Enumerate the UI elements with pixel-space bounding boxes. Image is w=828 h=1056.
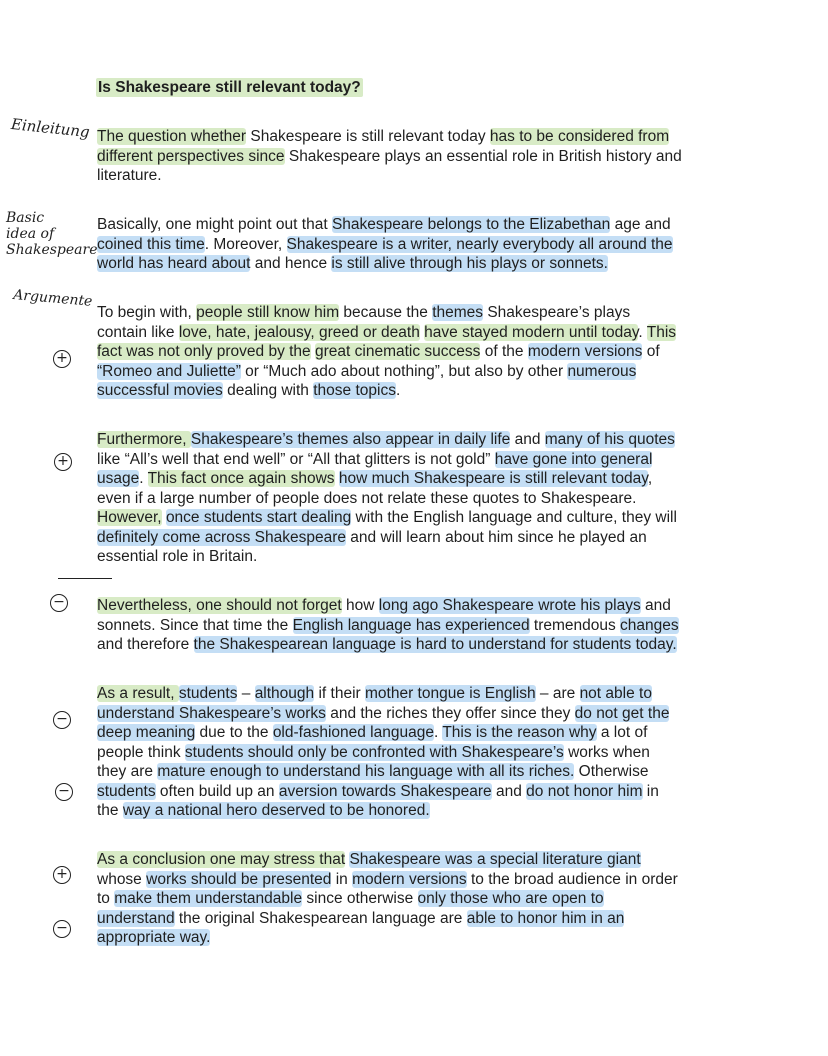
highlighted-text: students — [178, 685, 238, 702]
highlighted-text: This — [646, 323, 677, 341]
text-line — [97, 362, 737, 382]
text-line — [97, 743, 737, 763]
text-segment: even if a large number of people does not relate these quotes to Shakespeare. — [97, 489, 637, 507]
highlighted-text: Shakespeare’s themes also appear in daily life — [190, 431, 511, 448]
text-segment: and therefore — [97, 636, 194, 653]
margin-note-basic-idea: Basic idea of Shakespeare — [6, 210, 98, 258]
highlighted-text: changes — [620, 616, 679, 634]
highlighted-text: world has heard about — [97, 255, 251, 272]
text-segment: of — [642, 343, 660, 360]
highlighted-text: “Romeo and Juliette” — [97, 362, 241, 380]
text-line — [97, 489, 737, 509]
text-line — [97, 147, 737, 167]
highlighted-text: understand — [97, 909, 175, 927]
plus-marker-icon: + — [53, 866, 71, 884]
highlighted-text: modern versions — [352, 870, 467, 888]
text-segment: . — [395, 382, 401, 399]
text-segment: . — [139, 470, 148, 487]
text-line — [97, 889, 737, 909]
highlighted-text: do not honor him — [526, 782, 643, 800]
text-segment: often build up an — [155, 782, 279, 800]
text-segment: and will learn about him since he played an — [346, 528, 647, 546]
text-segment: to — [97, 890, 115, 907]
highlighted-text: has to be considered from — [489, 128, 670, 145]
highlighted-text: students — [97, 782, 156, 800]
highlighted-text: old-fashioned language — [272, 724, 434, 741]
text-line — [97, 635, 737, 655]
paragraph-argument-2 — [97, 430, 737, 567]
highlighted-text: However, — [97, 509, 162, 526]
text-segment: since otherwise — [302, 890, 418, 907]
text-segment: , — [647, 470, 653, 487]
highlighted-text: have stayed modern until today — [424, 323, 639, 341]
text-segment: literature. — [97, 167, 162, 184]
text-segment: in — [331, 870, 353, 888]
highlighted-text: is still alive through his plays or sonnets. — [331, 255, 608, 272]
paragraph-counterargument-1 — [97, 596, 737, 655]
text-line — [97, 450, 737, 470]
text-line — [97, 127, 737, 147]
highlighted-text: works should be presented — [146, 870, 332, 888]
highlighted-text: English language has experienced — [292, 616, 530, 634]
text-line — [97, 254, 737, 274]
text-line — [97, 782, 737, 802]
highlighted-text: way a national hero deserved to be honored. — [122, 802, 430, 819]
highlighted-text: Nevertheless, one should not forget — [97, 597, 342, 614]
highlighted-text: the Shakespearean language is hard to understand for students today. — [193, 636, 677, 653]
text-segment: Basically, one might point out that — [97, 216, 332, 233]
highlighted-text: those topics — [313, 382, 396, 399]
highlighted-text: modern versions — [527, 343, 643, 360]
text-segment: . — [638, 323, 647, 341]
text-segment: To begin with, — [97, 304, 197, 321]
minus-marker-icon: − — [53, 711, 71, 729]
text-line — [97, 596, 737, 616]
paragraph-counterargument-2 — [97, 684, 737, 821]
highlighted-text: As a conclusion one may stress that — [97, 851, 346, 868]
text-segment: whose — [97, 870, 147, 888]
title-text: Is Shakespeare still relevant today? — [98, 79, 361, 96]
text-segment: . Moreover, — [204, 235, 287, 253]
highlighted-text: not able to — [579, 685, 652, 702]
text-segment: the original Shakespearean language are — [174, 909, 467, 927]
text-segment: Shakespeare plays an essential role in British history and — [284, 147, 682, 165]
document-title — [96, 78, 363, 98]
text-line — [97, 723, 737, 743]
highlighted-text: long ago Shakespeare wrote his plays — [378, 597, 641, 614]
text-segment: to the broad audience in order — [466, 870, 678, 888]
highlighted-text: great cinematic success — [315, 343, 481, 360]
highlighted-text: once students start dealing — [165, 509, 352, 526]
highlighted-text: successful movies — [97, 382, 223, 399]
highlighted-text: The question whether — [97, 128, 247, 145]
text-segment: Otherwise — [574, 763, 649, 780]
text-line — [97, 870, 737, 890]
highlighted-text: people still know him — [196, 304, 340, 321]
minus-marker-icon: − — [55, 783, 73, 801]
highlighted-text: This fact once again shows — [147, 470, 335, 487]
minus-marker-icon: − — [50, 594, 68, 612]
text-line — [97, 303, 737, 323]
text-segment: and hence — [250, 255, 332, 272]
text-segment: with the English language and culture, they will — [351, 509, 677, 526]
text-line — [97, 616, 737, 636]
paragraph-argument-1 — [97, 303, 737, 401]
text-line — [97, 430, 737, 450]
text-line — [97, 909, 737, 929]
text-line — [97, 801, 737, 821]
text-segment: or “Much ado about nothing”, but also by other — [240, 362, 568, 380]
highlighted-text: appropriate way. — [97, 929, 211, 946]
paragraph-introduction — [97, 127, 737, 186]
highlighted-text: Shakespeare is a writer, nearly everybody all around the — [286, 235, 673, 253]
paragraph-basic-idea — [97, 215, 737, 274]
text-segment: of the — [480, 343, 528, 360]
highlighted-text: students should only be confronted with Shakespeare’s — [184, 743, 564, 761]
text-segment: in — [642, 782, 659, 800]
highlighted-text: aversion towards Shakespeare — [278, 782, 492, 800]
highlighted-text: have gone into general — [494, 450, 653, 468]
text-line — [97, 547, 737, 567]
text-line — [97, 342, 737, 362]
text-segment: and the riches they offer since they — [325, 704, 575, 722]
highlighted-text: many of his quotes — [544, 431, 675, 448]
highlighted-text: As a result, — [97, 685, 179, 702]
highlighted-text: able to honor him in an — [466, 909, 625, 927]
highlighted-text: Shakespeare belongs to the Elizabethan — [331, 216, 611, 233]
highlighted-text: love, hate, jealousy, greed or death — [178, 323, 420, 341]
minus-marker-icon: − — [53, 920, 71, 938]
text-segment: how — [341, 597, 379, 614]
highlighted-text: themes — [432, 304, 484, 321]
paragraph-conclusion — [97, 850, 737, 948]
margin-note-einleitung: Einleitung — [10, 115, 91, 142]
highlighted-text: although — [254, 685, 315, 702]
text-segment: and — [491, 782, 527, 800]
text-segment: due to the — [195, 724, 273, 741]
highlighted-text: make them understandable — [114, 890, 303, 907]
text-segment: and — [640, 597, 671, 614]
text-line — [97, 850, 737, 870]
highlighted-text: only those who are open to — [417, 890, 604, 907]
highlighted-text: Furthermore, — [97, 431, 191, 448]
text-segment: works when — [563, 743, 650, 761]
highlighted-text: This is the reason why — [442, 724, 597, 741]
text-segment: – — [237, 685, 255, 702]
text-line — [97, 528, 737, 548]
plus-marker-icon: + — [54, 453, 72, 471]
section-divider — [58, 578, 112, 579]
text-segment: age and — [610, 216, 671, 233]
highlighted-text: understand Shakespeare’s works — [97, 704, 326, 722]
text-segment: – are — [535, 685, 580, 702]
text-segment: because the — [339, 304, 433, 321]
text-segment: like “All’s well that end well” or “All that glitters is not gold” — [97, 450, 495, 468]
text-line — [97, 704, 737, 724]
text-line — [97, 235, 737, 255]
highlighted-text: Shakespeare was a special literature giant — [349, 851, 641, 868]
highlighted-text: fact was not only proved by the — [97, 343, 311, 360]
text-segment: sonnets. Since that time the — [97, 616, 293, 634]
text-segment: dealing with — [222, 382, 314, 399]
text-segment: a lot of — [596, 724, 648, 741]
highlighted-text: do not get the — [574, 704, 670, 722]
highlighted-text: mature enough to understand his language with all its riches. — [157, 763, 575, 780]
text-line — [97, 166, 737, 186]
text-segment: Shakespeare’s plays — [483, 304, 631, 321]
text-line — [97, 684, 737, 704]
highlighted-text: definitely come across Shakespeare — [97, 528, 346, 546]
text-segment: contain like — [97, 323, 179, 341]
text-line — [97, 762, 737, 782]
highlighted-text: mother tongue is English — [365, 685, 536, 702]
text-line — [97, 508, 737, 528]
plus-marker-icon: + — [53, 350, 71, 368]
highlighted-text: how much Shakespeare is still relevant today — [338, 470, 648, 487]
text-segment: essential role in Britain. — [97, 548, 258, 565]
text-segment: they are — [97, 763, 158, 780]
text-line — [97, 928, 737, 948]
text-line — [97, 323, 737, 343]
text-segment: tremendous — [529, 616, 621, 634]
text-segment: Shakespeare is still relevant today — [246, 128, 490, 145]
highlighted-text: different perspectives since — [97, 147, 285, 165]
margin-note-argumente: Argumente — [12, 287, 93, 310]
text-segment: . — [433, 724, 443, 741]
text-segment: if their — [314, 685, 365, 702]
text-line — [97, 469, 737, 489]
text-segment: people think — [97, 743, 185, 761]
highlighted-text: numerous — [567, 362, 637, 380]
highlighted-text: deep meaning — [97, 724, 196, 741]
highlighted-text: coined this time — [97, 235, 205, 253]
text-line — [97, 215, 737, 235]
highlighted-text: usage — [97, 470, 140, 487]
text-segment: the — [97, 802, 123, 819]
text-line — [97, 381, 737, 401]
text-segment: and — [510, 431, 545, 448]
